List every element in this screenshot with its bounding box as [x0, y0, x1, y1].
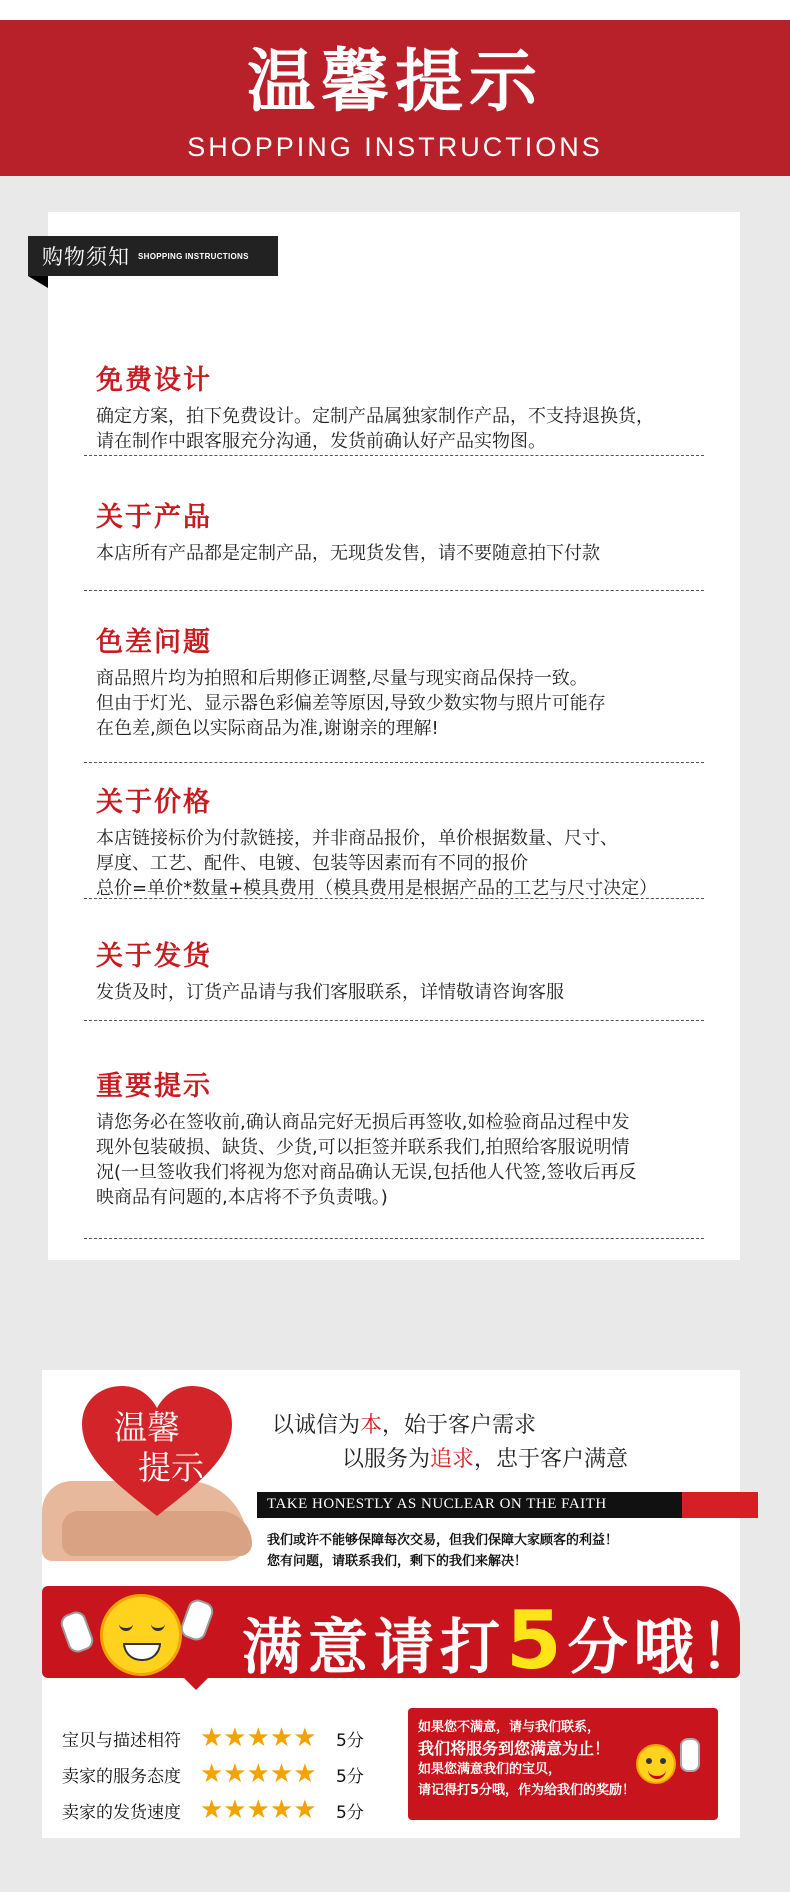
notice-tag-sublabel: SHOPPING INSTRUCTIONS — [138, 251, 249, 261]
section-line: 但由于灯光、显示器色彩偏差等原因,导致少数实物与照片可能存 — [96, 693, 606, 714]
promise-line: 我们或许不能够保障每次交易，但我们保障大家顾客的利益！ — [267, 1533, 619, 1548]
star-icons: ★★★★★ — [200, 1795, 317, 1825]
section-line: 商品照片均为拍照和后期修正调整,尽量与现实商品保持一致。 — [96, 668, 588, 689]
rate-text-pre: 满意请打 — [242, 1613, 506, 1683]
rating-list — [62, 1720, 364, 1828]
page-subtitle: SHOPPING INSTRUCTIONS — [187, 132, 603, 162]
smiley-icon — [636, 1744, 676, 1784]
page-title: 温馨提示 — [246, 43, 543, 122]
slogan-text: 以服务为 — [342, 1447, 431, 1472]
divider — [84, 1238, 704, 1239]
section-free-design — [96, 358, 708, 454]
section-line: 请您务必在签收前,确认商品完好无损后再签收,如检验商品过程中发 — [96, 1112, 630, 1133]
section-text — [96, 980, 708, 1005]
thumb-up-icon — [680, 1738, 700, 1772]
notice-tag-label: 购物须知 — [42, 245, 130, 269]
promise-text — [267, 1530, 618, 1572]
heart-text-line1: 温馨 — [114, 1408, 180, 1447]
section-line: 本店链接标价为付款链接，并非商品报价，单价根据数量、尺寸、 — [96, 828, 618, 849]
rate-banner — [42, 1586, 766, 1687]
warm-tips-panel — [42, 1370, 766, 1838]
section-line: 请在制作中跟客服充分沟通，发货前确认好产品实物图。 — [96, 431, 546, 452]
section-line: 现外包装破损、缺货、少货,可以拒签并联系我们,拍照给客服说明情 — [96, 1137, 630, 1158]
rate-banner-text — [242, 1594, 766, 1687]
satisfaction-line: 如果您不满意，请与我们联系， — [418, 1720, 601, 1735]
rating-label: 宝贝与描述相符 — [62, 1730, 181, 1751]
section-line: 发货及时，订货产品请与我们客服联系，详情敬请咨询客服 — [96, 982, 564, 1003]
section-text — [96, 826, 708, 901]
thumb-up-icon — [178, 1597, 216, 1643]
section-about-shipping — [96, 934, 708, 1005]
section-title: 关于价格 — [96, 787, 212, 818]
star-icons: ★★★★★ — [200, 1759, 317, 1789]
rating-row-description — [62, 1720, 364, 1756]
section-line: 本店所有产品都是定制产品，无现货发售，请不要随意拍下付款 — [96, 543, 600, 564]
satisfaction-line: 请记得打5分哦，作为给我们的奖励！ — [418, 1783, 636, 1798]
faith-banner: TAKE HONESTLY AS NUCLEAR ON THE FAITH — [257, 1492, 717, 1518]
section-important-notice — [96, 1064, 708, 1210]
rating-row-service — [62, 1756, 364, 1792]
section-text — [96, 1110, 708, 1210]
section-title: 色差问题 — [96, 627, 212, 658]
heart-hands-illustration — [42, 1386, 262, 1586]
section-line: 总价=单价*数量+模具费用（模具费用是根据产品的工艺与尺寸决定） — [96, 878, 658, 899]
section-text — [96, 666, 708, 741]
section-color-difference — [96, 620, 708, 741]
rate-text-five: 5 — [506, 1594, 568, 1687]
faith-banner-accent — [682, 1492, 758, 1518]
section-about-product — [96, 495, 708, 566]
slogan-text: 以诚信为 — [272, 1413, 361, 1438]
satisfaction-box — [408, 1708, 718, 1820]
rating-score: 5分 — [336, 1802, 364, 1823]
slogan-text: ，忠于客户满意 — [474, 1447, 629, 1472]
section-title: 关于发货 — [96, 941, 212, 972]
rating-label: 卖家的发货速度 — [62, 1802, 181, 1823]
promise-line: 您有问题，请联系我们，剩下的我们来解决！ — [267, 1554, 528, 1569]
satisfaction-line: 如果您满意我们的宝贝， — [418, 1762, 562, 1777]
slogan-service — [342, 1442, 628, 1473]
divider — [84, 898, 704, 899]
rating-score: 5分 — [336, 1766, 364, 1787]
section-line: 厚度、工艺、配件、电镀、包装等因素而有不同的报价 — [96, 853, 528, 874]
section-about-price — [96, 780, 708, 901]
rate-text-post: 分哦！ — [567, 1613, 766, 1683]
rating-score: 5分 — [336, 1730, 364, 1751]
rating-label: 卖家的服务态度 — [62, 1766, 181, 1787]
tag-fold — [28, 276, 48, 288]
banner-tail — [182, 1676, 210, 1690]
top-white-strip — [0, 0, 790, 20]
slogan-highlight: 本 — [360, 1413, 383, 1438]
slogan-highlight: 追求 — [430, 1447, 475, 1472]
slogan-text: ，始于客户需求 — [382, 1413, 537, 1438]
page-header — [0, 20, 790, 176]
satisfaction-line: 我们将服务到您满意为止！ — [418, 1739, 611, 1758]
section-line: 确定方案，拍下免费设计。定制产品属独家制作产品，不支持退换货， — [96, 406, 654, 427]
star-icons: ★★★★★ — [200, 1723, 317, 1753]
divider — [84, 590, 704, 591]
heart-text-line2: 提示 — [138, 1448, 204, 1487]
slogan-honesty — [272, 1408, 536, 1439]
section-line: 况(一旦签收我们将视为您对商品确认无误,包括他人代签,签收后再反 — [96, 1162, 637, 1183]
section-text — [96, 404, 708, 454]
divider — [84, 455, 704, 456]
notice-panel — [42, 212, 740, 1260]
section-title: 关于产品 — [96, 502, 212, 533]
divider — [84, 762, 704, 763]
thumb-up-icon — [58, 1609, 96, 1655]
divider — [84, 1020, 704, 1021]
section-text — [96, 541, 708, 566]
section-title: 免费设计 — [96, 365, 212, 396]
section-title: 重要提示 — [96, 1071, 212, 1102]
notice-tag — [28, 236, 278, 276]
section-line: 在色差,颜色以实际商品为准,谢谢亲的理解! — [96, 718, 439, 739]
rating-row-shipping — [62, 1792, 364, 1828]
smiley-icon — [100, 1594, 182, 1676]
section-line: 映商品有问题的,本店将不予负责哦。) — [96, 1187, 388, 1208]
